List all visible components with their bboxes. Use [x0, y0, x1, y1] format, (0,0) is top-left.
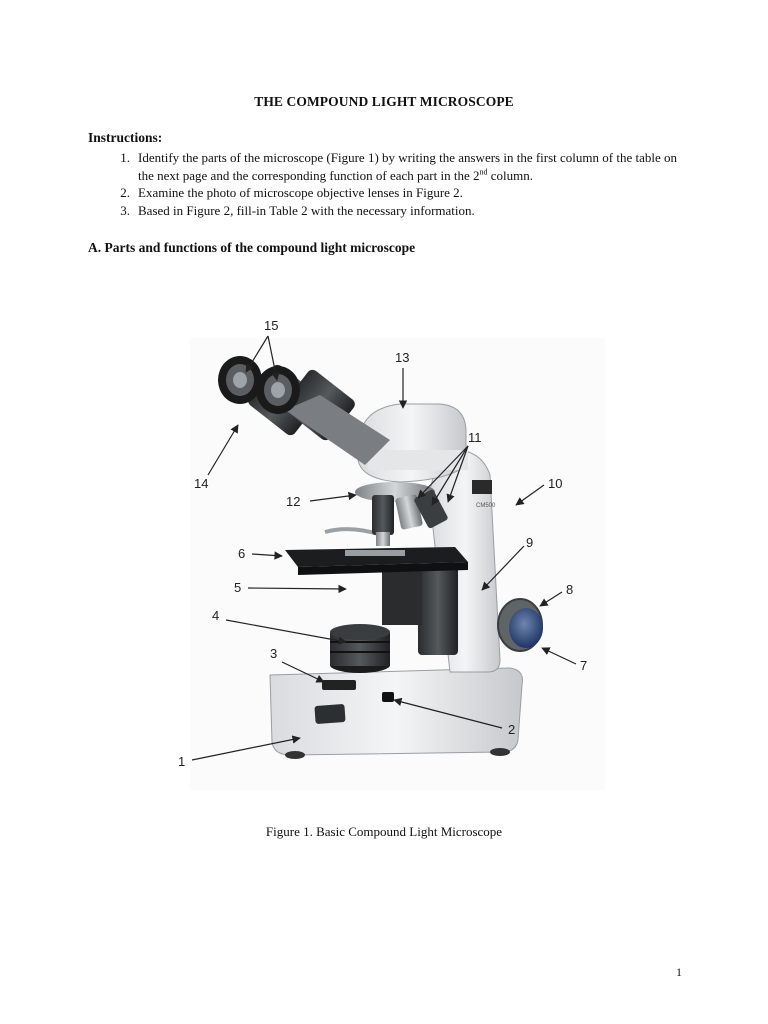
- instruction-number: 1.: [120, 150, 130, 165]
- page-title: THE COMPOUND LIGHT MICROSCOPE: [254, 94, 514, 109]
- callout-6: 6: [238, 546, 246, 561]
- instruction-item-1: [88, 149, 688, 184]
- instruction-number: 3.: [120, 202, 130, 218]
- callout-9: 9: [526, 535, 534, 550]
- figure-caption: Figure 1. Basic Compound Light Microscope: [265, 824, 503, 839]
- condenser-illuminator: [330, 624, 390, 673]
- instruction-text: Identify the parts of the microscope (Figure 1) by writing the answers in the first column of the table on the next page and the corresponding function of each part in the 2nd column.: [138, 150, 677, 183]
- callout-11: 11: [468, 430, 482, 445]
- instruction-text: Based in Figure 2, fill-in Table 2 with the necessary information.: [138, 202, 475, 218]
- microscope-figure: [150, 300, 620, 800]
- callout-4: 4: [212, 608, 220, 623]
- microscope-illustration: [150, 300, 620, 800]
- callout-5: 5: [234, 580, 242, 595]
- section-heading: A. Parts and functions of the compound light microscope: [88, 240, 416, 255]
- callout-1: 1: [178, 754, 186, 769]
- instruction-item-2: [88, 184, 688, 202]
- callout-15: 15: [264, 318, 279, 333]
- instruction-text: Examine the photo of microscope objective lenses in Figure 2.: [138, 185, 463, 200]
- callout-10: 10: [548, 476, 563, 491]
- brand-label: CM500: [476, 503, 496, 509]
- callout-8: 8: [566, 582, 574, 597]
- microscope-base: [270, 668, 523, 759]
- callout-12: 12: [286, 494, 301, 509]
- superscript-nd: nd: [479, 167, 488, 177]
- page-number: 1: [676, 965, 682, 979]
- callout-14: 14: [194, 476, 209, 491]
- callout-2: 2: [508, 722, 516, 737]
- callout-3: 3: [270, 646, 278, 661]
- instructions-heading: Instructions:: [88, 130, 163, 145]
- callout-7: 7: [580, 658, 588, 673]
- instruction-number: 2.: [120, 185, 130, 200]
- callout-13: 13: [395, 350, 410, 365]
- instruction-item-3: [88, 202, 688, 220]
- instructions-list: [88, 149, 688, 219]
